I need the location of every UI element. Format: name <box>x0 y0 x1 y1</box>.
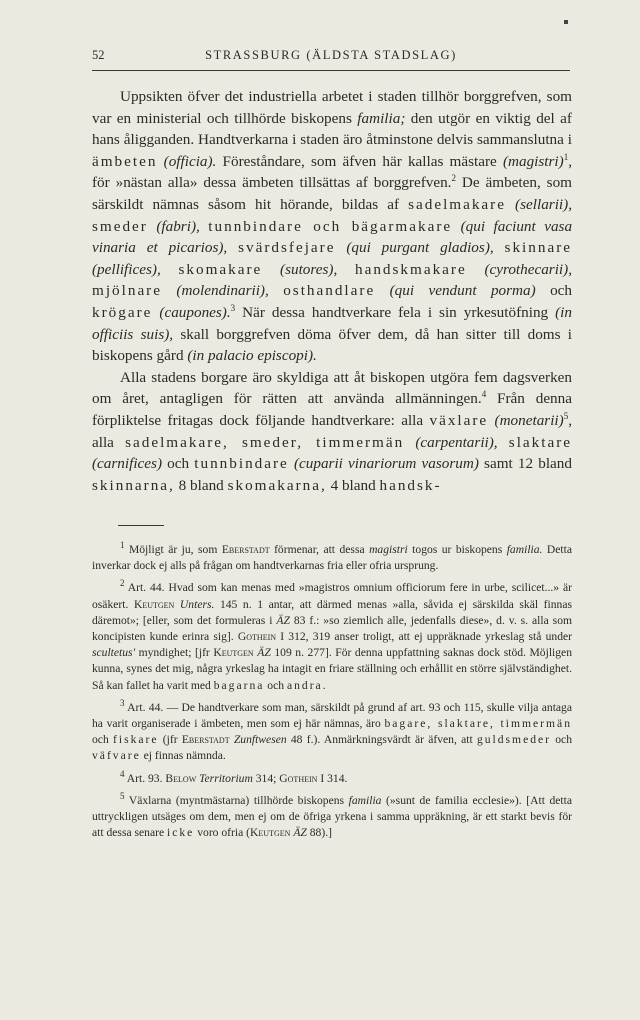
spaced-term: sadelmakare <box>408 195 506 213</box>
footnotes <box>92 542 572 847</box>
latin-term: (carnifices) <box>92 455 163 473</box>
latin-term: (qui faciunt vasa vinaria et picarios), <box>92 217 573 257</box>
ink-dot <box>564 20 568 24</box>
latin-term: (pellifices), <box>92 260 161 278</box>
latin-term: (sutores), <box>280 260 338 278</box>
spaced-term: skomakare <box>178 260 263 278</box>
spaced-term: ämbeten <box>92 152 158 170</box>
latin-term: familia; <box>357 109 406 127</box>
spaced-term: slaktare <box>508 433 573 451</box>
footnote-3: $^3$ Art. 44. — De handtverkare som man, särskildt på grund af art. 93 och 115, skulle vilja antaga ha varit organiserade i ämbeten, men som ej här nämnas, äro bagare, slaktare, timmermän och fiskare (jfr Eberstadt Zunftwesen 48 f.). Anmärkningsvärdt är äfven, att guldsmeder och väfvare ej finnas nämnda. <box>92 697 573 763</box>
spaced-term: skinnare <box>504 239 572 257</box>
body-text <box>92 86 572 496</box>
running-title: STRASSBURG (ÄLDSTA STADSLAG) <box>205 48 457 62</box>
spaced-term: handsk- <box>379 476 442 494</box>
latin-term: (cuparii vinariorum vasorum) <box>293 455 479 473</box>
spaced-term: tunnbindare och bägarmakare <box>208 217 453 235</box>
spaced-term: krögare <box>92 303 153 321</box>
latin-term: (molendinarii), <box>176 282 269 300</box>
footnote-separator <box>118 525 164 526</box>
latin-term: (caupones). <box>159 303 231 321</box>
paragraph-2: Alla stadens borgare äro skyldiga att åt biskopen utgöra fem dagsverken om året, antagligen för rätten att använda allmänningen.$^4$ Från denna förpliktelse fritagas dock följande handtverkare: alla växlare (monetarii)$^5$, alla sadelmakare, smeder, timmermän (carpentarii), slaktare (carnifices) och tunnbindare (cuparii vinariorum vasorum) samt 12 bland skinnarna, 8 bland skomakarna, 4 bland handsk- <box>92 368 573 494</box>
footnote-ref: 3 <box>230 302 236 313</box>
latin-term: (in palacio episcopi). <box>187 347 317 365</box>
footnote-ref: 4 <box>481 389 487 400</box>
spaced-term: mjölnare <box>92 282 162 300</box>
footnote-4: $^4$ Art. 93. Below Territorium 314; Gothein I 314. <box>120 768 348 785</box>
footnote-2: $^2$ Art. 44. Hvad som kan menas med »magistros omnium officiorum fere in urbe, scilicet...» är osäkert. Keutgen Unters. 145 n. 1 antar, att därmed menas »alla, såvida ej särskilda skäl finnas däremot»; [eller, som det formuleras i ÄZ 83 f.: »so ziemlich alle, jedenfalls diese», d. v. s. alla som koncipisten kunde erinra sig]. Gothein I 312, 319 anser troligt, att ej uppräknade yrkeslag stå under scultetus' myndighet; [jfr Keutgen ÄZ 109 n. 277]. För denna uppfattning saknas dock stöd. Möjligen kunna, synes det mig, några yrkeslag ha intagit en friare ställning och erhållit en större självständighet. Så kan fallet ha varit med bagarna och andra. <box>92 578 573 692</box>
latin-term: (magistri) <box>502 152 564 170</box>
latin-term: (cyrothecarii), <box>484 260 573 278</box>
spaced-term: tunnbindare <box>194 455 289 473</box>
spaced-term: svärdsfejare <box>238 239 336 257</box>
header-rule <box>92 70 570 71</box>
spaced-term: handskmakare <box>354 260 467 278</box>
latin-term: (monetarii) <box>494 411 564 429</box>
footnote-1: $^1$ Möjligt är ju, som Eberstadt förmenar, att dessa magistri togos ur biskopens familia. Detta inverkar dock ej alls på frågan om handtverkarnas fria eller ofria ursprung. <box>92 540 573 573</box>
spaced-term: osthandlare <box>283 282 376 300</box>
latin-term: (qui purgant gladios), <box>346 239 494 257</box>
footnote-ref: 2 <box>451 173 456 184</box>
footnote-ref: 5 <box>563 410 569 421</box>
spaced-term: skinnarna, <box>92 476 175 494</box>
page-number: 52 <box>92 48 105 62</box>
latin-term: (fabri), <box>156 217 200 235</box>
footnote-ref: 1 <box>563 151 569 162</box>
spaced-term: sadelmakare, smeder, timmermän <box>125 433 405 451</box>
latin-term: (sellarii), <box>515 195 572 213</box>
footnote-5: $^5$ Växlarna (myntmästarna) tillhörde biskopens familia (»sunt de familia ecclesie»). [Att detta uttryckligen utsäges om dem, men ej om de öfriga yrkena i samma uppräkning, är ett starkt bevis för att dessa senare icke voro ofria (Keutgen ÄZ 88).] <box>92 790 572 840</box>
latin-term: (in officiis suis), <box>92 303 572 343</box>
latin-term: (carpentarii), <box>415 433 498 451</box>
spaced-term: växlare <box>429 411 489 429</box>
latin-term: (officia). <box>163 152 217 170</box>
page-header <box>92 46 570 68</box>
latin-term: (qui vendunt porma) <box>389 282 536 300</box>
spaced-term: skomakarna, <box>227 476 327 494</box>
paragraph-1: Uppsikten öfver det industriella arbetet i staden tillhör borggrefven, som var en ministerial och tillhörde biskopens familia; den utgör en viktig del af hans åligganden. Handtverkarna i staden äro åtminstone delvis sammanslutna i ämbeten (officia). Föreståndare, som äfven här kallas mästare (magistri)$^1$, för »nästan alla» dessa ämbeten tillsättas af borggrefven.$^2$ De ämbeten, som särskildt nämnas såsom hit hörande, bildas af sadelmakare (sellarii), smeder (fabri), tunnbindare och bägarmakare (qui faciunt vasa vinaria et picarios), svärdsfejare (qui purgant gladios), skinnare (pellifices), skomakare (sutores), handskmakare (cyrothecarii), mjölnare (molendinarii), osthandlare (qui vendunt porma) och krögare (caupones).$^3$ När dessa handtverkare fela i sin yrkesutöfning (in officiis suis), skall borggrefven döma öfver dem, då han sitter till doms i biskopens gård (in palacio episcopi). <box>92 88 573 365</box>
spaced-term: smeder <box>92 217 148 235</box>
